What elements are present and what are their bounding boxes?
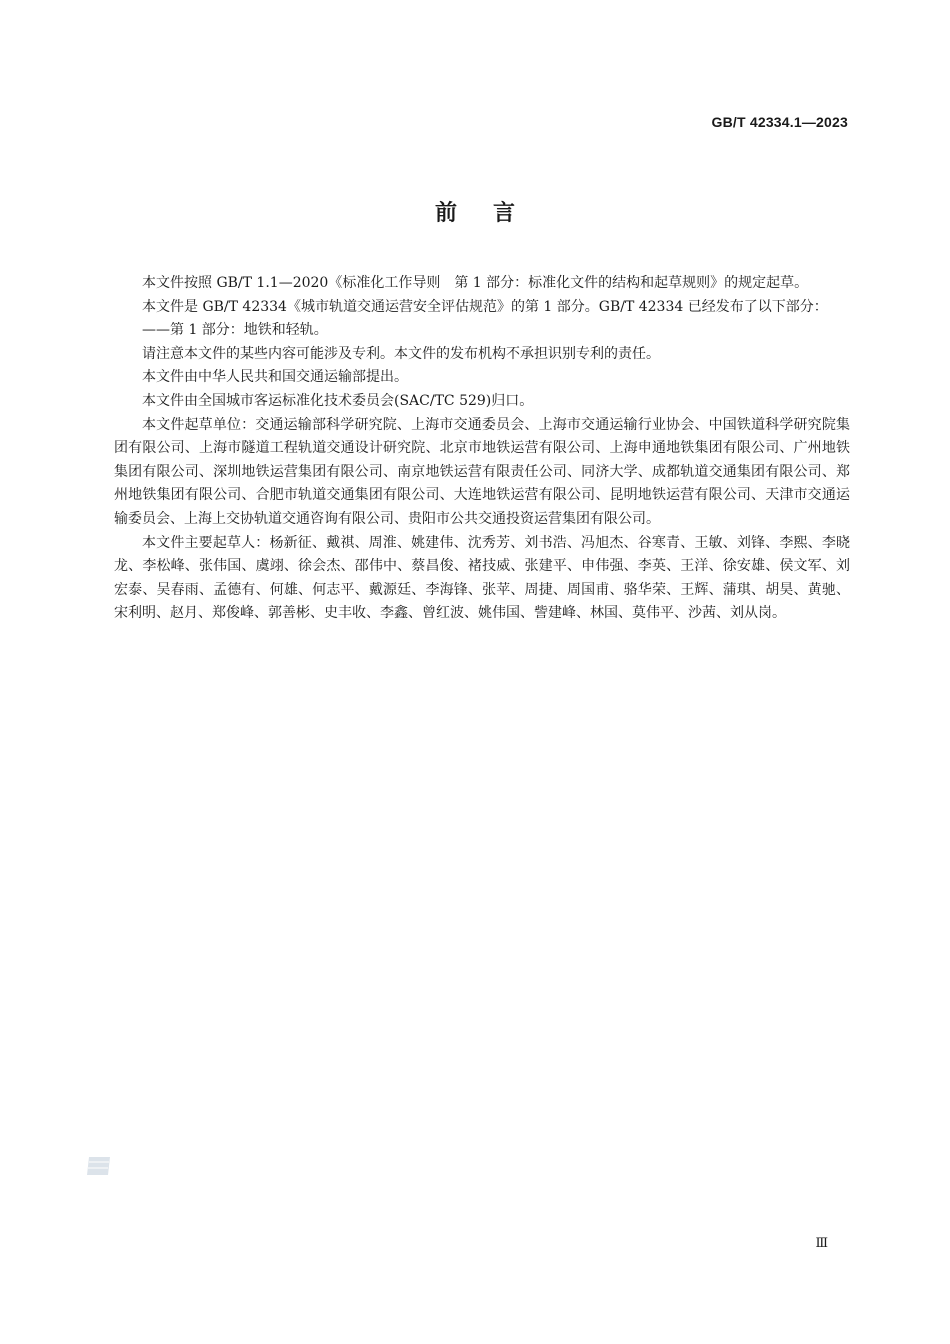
paragraph-proposed-by: 本文件由中华人民共和国交通运输部提出。 (142, 369, 408, 386)
paragraph-patent-notice: 请注意本文件的某些内容可能涉及专利。本文件的发布机构不承担识别专利的责任。 (142, 345, 660, 362)
sac-watermark-logo (86, 1155, 112, 1177)
standard-number: GB/T 42334.1—2023 (711, 114, 848, 130)
paragraph-part-info: 本文件是 GB/T 42334《城市轨道交通运营安全评估规范》的第 1 部分。GB/T 42334 已经发布了以下部分： (142, 298, 828, 315)
paragraph-drafting-units: 本文件起草单位：交通运输部科学研究院、上海市交通委员会、上海市交通运输行业协会、中国铁道科学研究院集团有限公司、上海市隧道工程轨道交通设计研究院、北京市地铁运营有限公司、上海申通地铁集团有限公司、广州地铁集团有限公司、深圳地铁运营集团有限公司、南京地铁运营有限责任公司、同济大学、成都轨道交通集团有限公司、郑州地铁集团有限公司、合肥市轨道交通集团有限公司、大连地铁运营有限公司、昆明地铁运营有限公司、天津市交通运输委员会、上海上交协轨道交通咨询有限公司、贵阳市公共交通投资运营集团有限公司。 (114, 416, 850, 527)
body-text (114, 272, 850, 626)
page-number: Ⅲ (815, 1236, 828, 1251)
paragraph-drafters: 本文件主要起草人：杨新征、戴祺、周淮、姚建伟、沈秀芳、刘书浩、冯旭杰、谷寒青、王敏、刘锋、李熙、李晓龙、李松峰、张伟国、虞翊、徐会杰、邵伟中、蔡昌俊、褚技威、张建平、申伟强、李英、王洋、徐安雄、侯文军、刘宏泰、吴春雨、孟德有、何雄、何志平、戴源廷、李海锋、张苹、周捷、周国甫、骆华荣、王辉、蒲琪、胡昊、黄驰、宋利明、赵月、郑俊峰、郭善彬、史丰收、李鑫、曾红波、姚伟国、訾建峰、林国、莫伟平、沙茜、刘从岗。 (114, 534, 850, 622)
page-title: 前言 (434, 200, 551, 226)
paragraph-part-list: ——第 1 部分：地铁和轻轨。 (142, 322, 328, 339)
paragraph-under-jurisdiction: 本文件由全国城市客运标准化技术委员会(SAC/TC 529)归口。 (142, 392, 534, 409)
paragraph-drafting-rules: 本文件按照 GB/T 1.1—2020《标准化工作导则 第 1 部分：标准化文件的结构和起草规则》的规定起草。 (142, 275, 809, 291)
